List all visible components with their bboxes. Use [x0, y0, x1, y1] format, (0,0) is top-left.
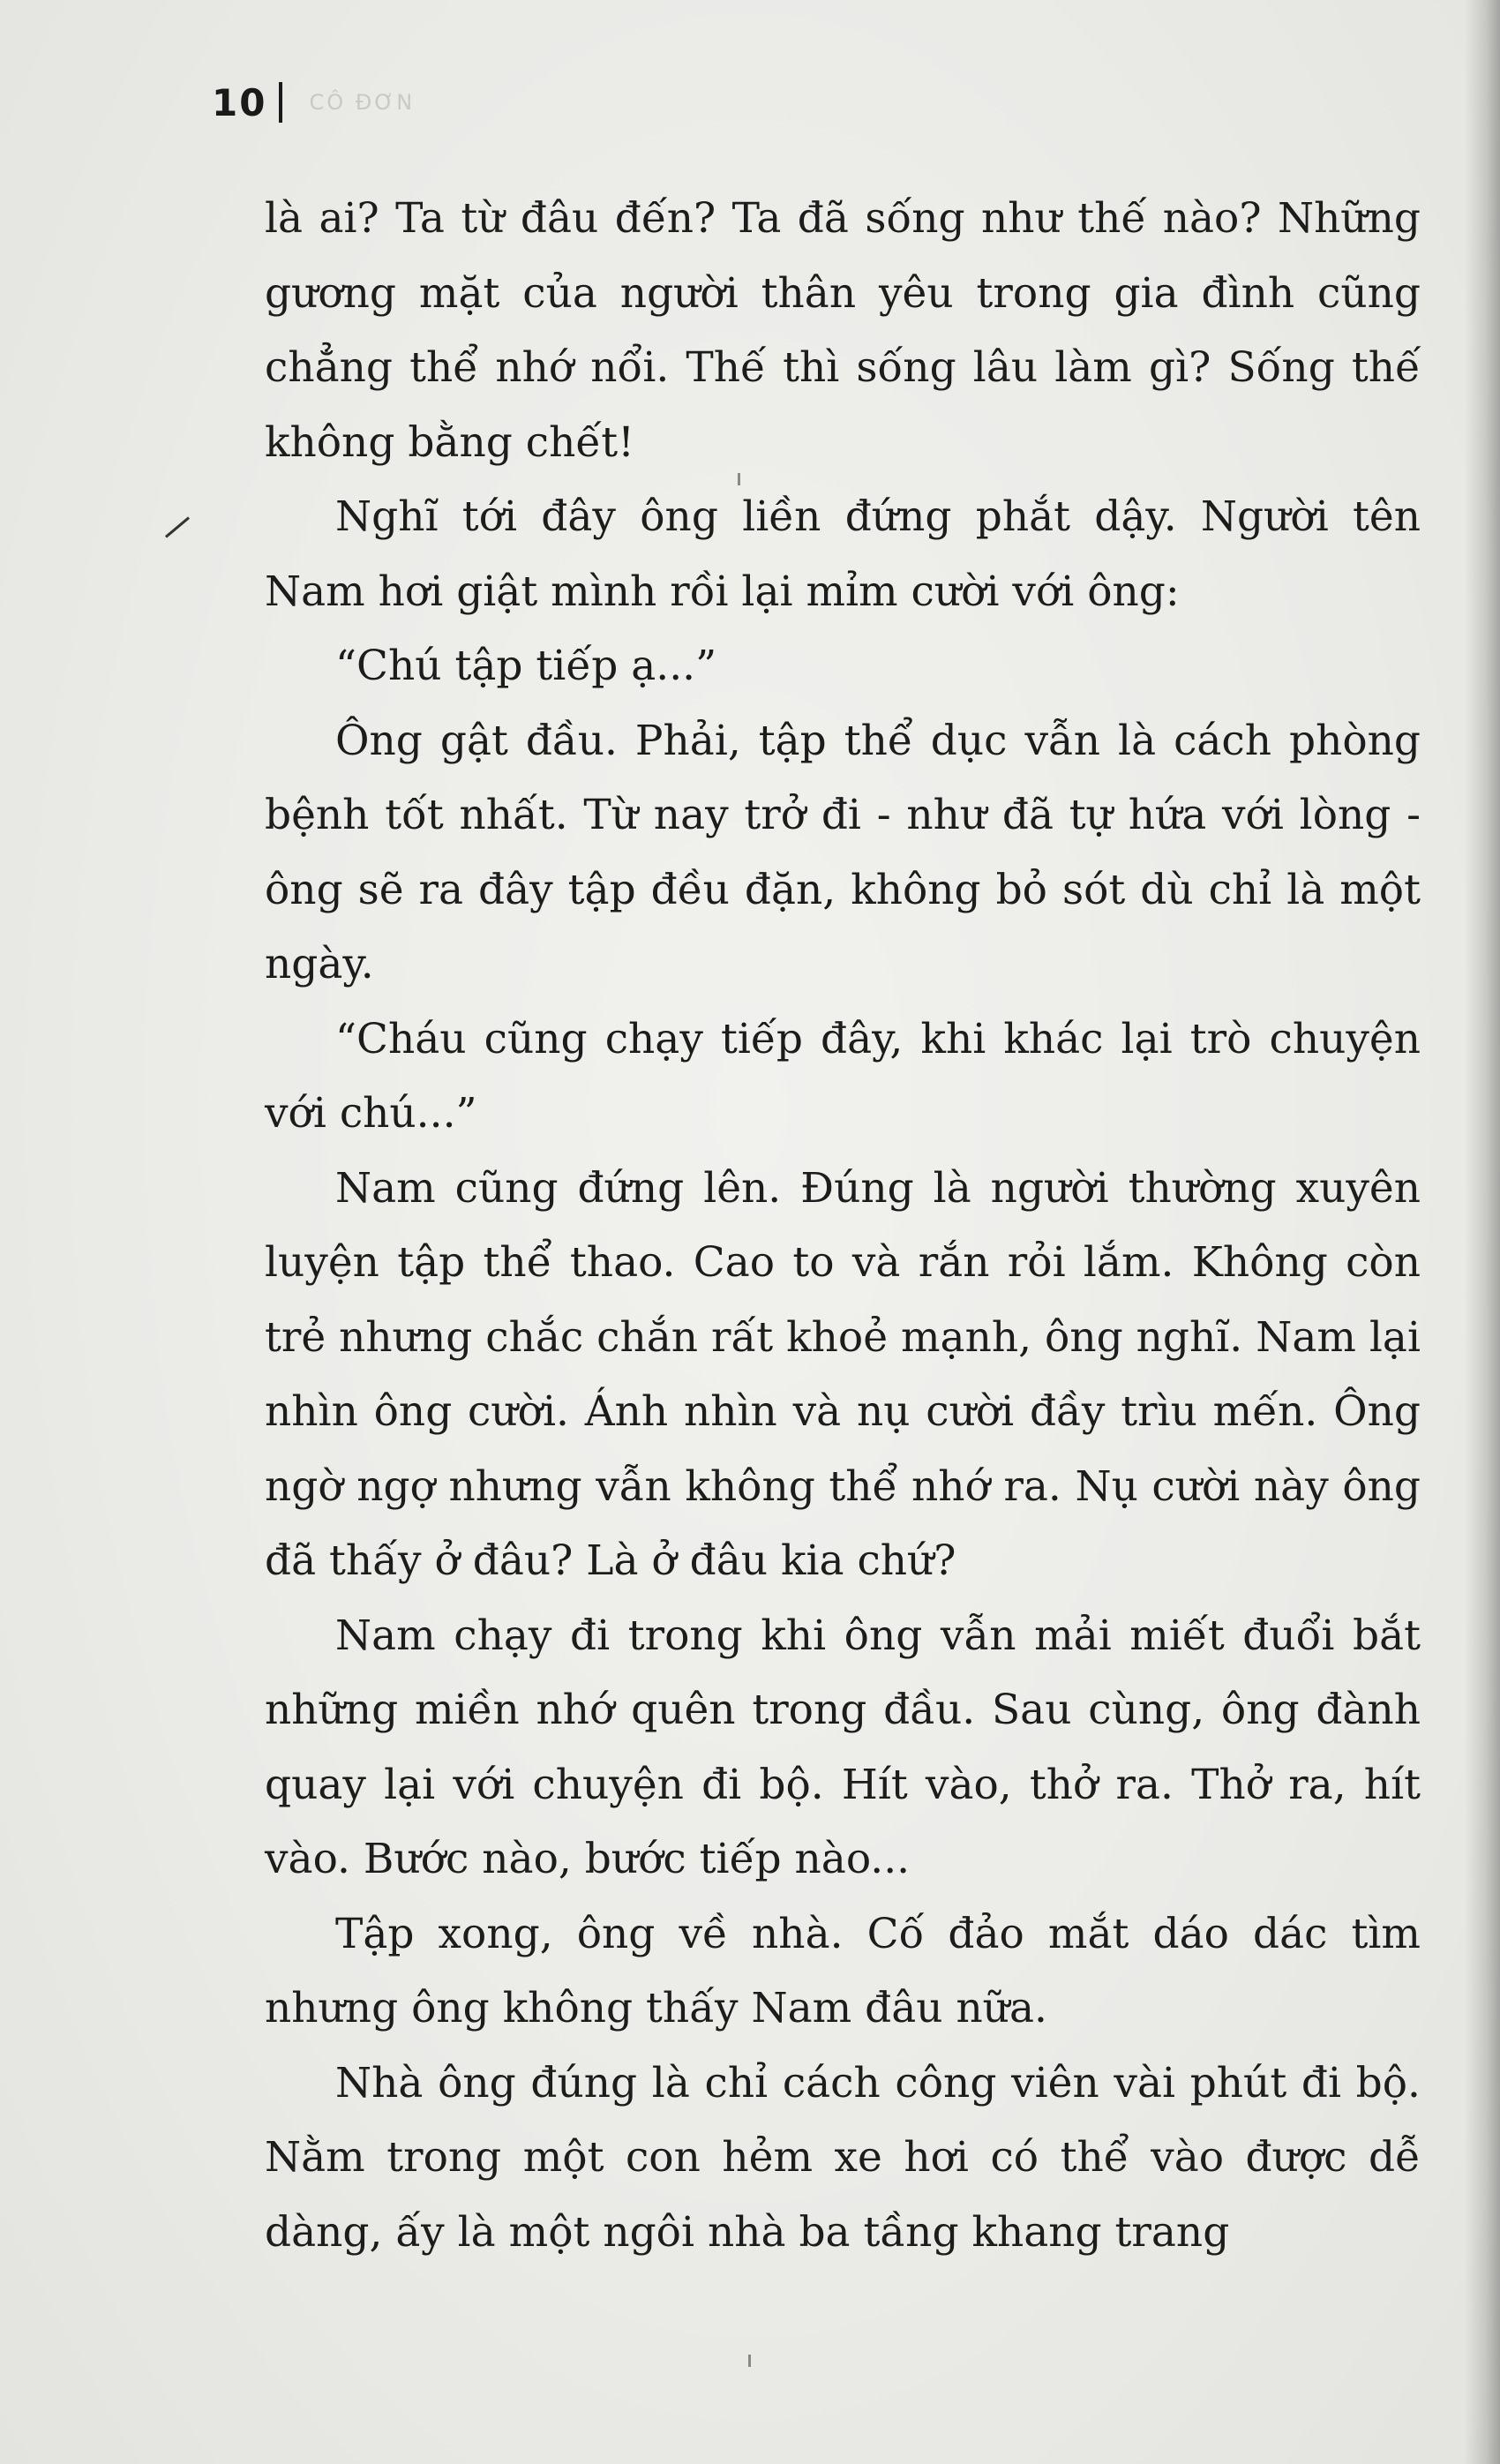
paragraph: Tập xong, ông về nhà. Cố đảo mắt dáo dác tìm nhưng ông không thấy Nam đâu nữa. — [265, 1909, 1421, 2032]
paragraph: Nam cũng đứng lên. Đúng là người thường xuyên luyện tập thể thao. Cao to và rắn rỏi lắm. Không còn trẻ nhưng chắc chắn rất khoẻ mạnh, ông nghĩ. Nam lại nhìn ông cười. Ánh nhìn và nụ cười đầy trìu mến. Ông ngờ ngợ nhưng vẫn không thể nhớ ra. Nụ cười này ông đã thấy ở đâu? Là ở đâu kia chứ? — [265, 1163, 1421, 1585]
running-title: CÔ ĐƠN — [309, 90, 416, 115]
paragraph: Ông gật đầu. Phải, tập thể dục vẫn là cách phòng bệnh tốt nhất. Từ nay trở đi - như đã tự hứa với lòng - ông sẽ ra đây tập đều đặn, không bỏ sót dù chỉ là một ngày. — [265, 716, 1421, 988]
page-number: 10 — [212, 80, 267, 124]
paragraph: “Cháu cũng chạy tiếp đây, khi khác lại trò chuyện với chú...” — [265, 1014, 1421, 1138]
paragraph: “Chú tập tiếp ạ...” — [335, 642, 717, 690]
body-text — [265, 182, 1421, 2270]
paragraph: là ai? Ta từ đâu đến? Ta đã sống như thế nào? Những gương mặt của người thân yêu trong gia đình cũng chẳng thể nhớ nổi. Thế thì sống lâu làm gì? Sống thế không bằng chết! — [265, 194, 1421, 467]
pencil-mark — [165, 516, 190, 537]
page-edge-shadow — [1465, 0, 1500, 2464]
paragraph: Nhà ông đúng là chỉ cách công viên vài phút đi bộ. Nằm trong một con hẻm xe hơi có thể vào được dễ dàng, ấy là một ngôi nhà ba tầng khang trang — [265, 2058, 1421, 2257]
paragraph: Nam chạy đi trong khi ông vẫn mải miết đuổi bắt những miền nhớ quên trong đầu. Sau cùng, ông đành quay lại với chuyện đi bộ. Hít vào, thở ra. Thở ra, hít vào. Bước nào, bước tiếp nào... — [265, 1611, 1421, 1883]
paragraph: Nghĩ tới đây ông liền đứng phắt dậy. Người tên Nam hơi giật mình rồi lại mỉm cười với ông: — [265, 492, 1421, 616]
page-header — [212, 76, 415, 129]
dust-speck — [748, 2355, 751, 2367]
header-divider — [279, 82, 282, 123]
